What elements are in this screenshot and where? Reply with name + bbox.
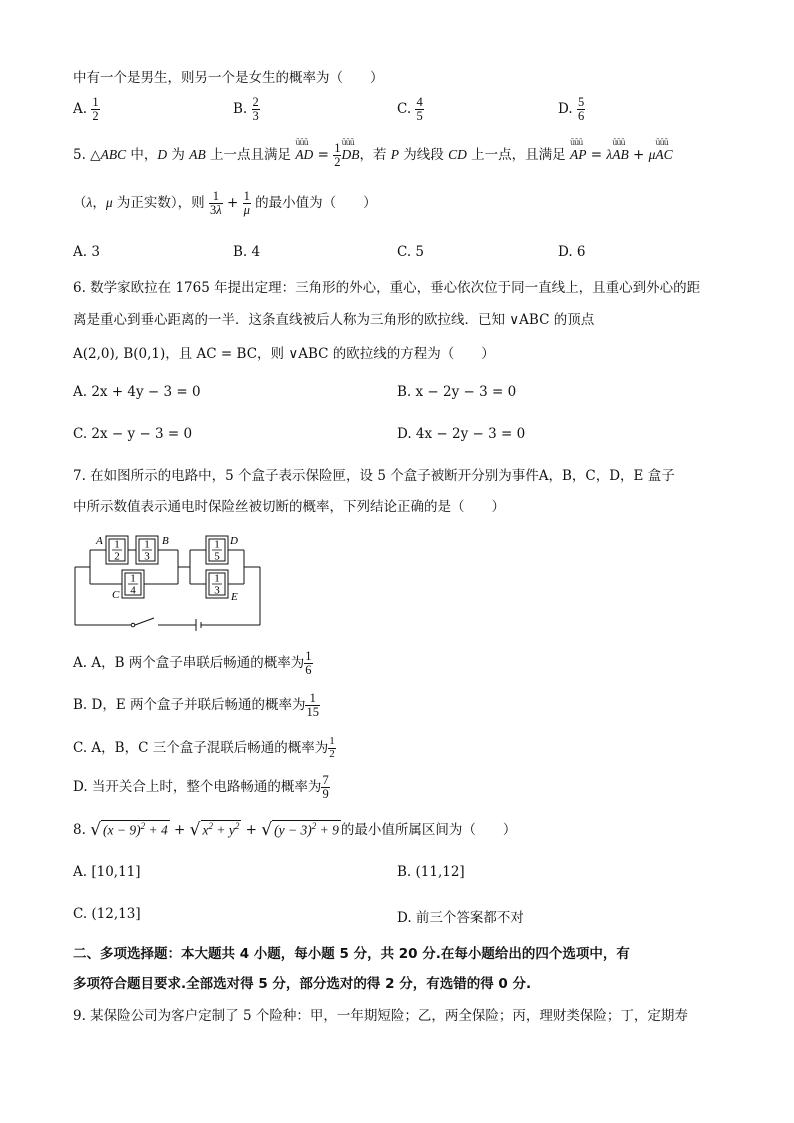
box-b-den: 3 [144, 550, 150, 563]
q4-tail: 中有一个是男生，则另一个是女生的概率为（ ） [73, 70, 384, 86]
box-c-den: 4 [130, 584, 136, 597]
q6-option-c: C. 2x − y − 3 = 0 [73, 426, 193, 442]
box-a-num: 1 [114, 538, 120, 551]
box-a-den: 2 [114, 550, 120, 563]
q4-option-b: B. $\frac{2}{3}$ [233, 95, 259, 124]
box-d-label: D [230, 535, 238, 547]
section-2-heading-line2: 多项符合题目要求.全部选对得 5 分，部分选对的得 2 分，有选错的得 0 分. [73, 976, 532, 992]
box-c-label: C [112, 589, 120, 601]
q5-option-a: A. 3 [73, 244, 100, 260]
q7-line2: 中所示数值表示通电时保险丝被切断的概率，下列结论正确的是（ ） [73, 499, 505, 515]
q7-option-d: D. 当开关合上时，整个电路畅通的概率为 $\frac{7}{9}$ [73, 773, 329, 802]
q8-option-a: A. [10,11] [73, 864, 141, 880]
q6-option-d: D. 4x − 2y − 3 = 0 [397, 426, 526, 442]
circuit-diagram [70, 528, 270, 640]
q8-option-c: C. (12,13] [73, 906, 141, 922]
q5-option-d: D. 6 [558, 244, 586, 260]
q7-line1: 7. 在如图所示的电路中，5 个盒子表示保险匣，设 5 个盒子被断开分别为事件A，B，C，D，E 盒子 [73, 468, 675, 484]
q6-option-a: A. 2x + 4y − 3 = 0 [73, 384, 201, 400]
box-a-label: A [96, 535, 103, 547]
box-e-num: 1 [214, 572, 220, 585]
box-c-num: 1 [130, 572, 136, 585]
q8-stem: 8. √ $(x - 9)^2 + 4$ + √ $x^2 + y^2$ + √ $(y - 3)^2 + 9$ 的最小值所属区间为（ ） [73, 820, 517, 840]
section-2-heading-line1: 二、多项选择题：本大题共 4 小题，每小题 5 分，共 20 分.在每小题给出的四个选项中，有 [73, 946, 630, 962]
box-b-label: B [162, 535, 169, 547]
q7-option-a: A. A，B 两个盒子串联后畅通的概率为 $\frac{1}{6}$ [73, 649, 312, 678]
box-e-den: 3 [214, 584, 220, 597]
q4-option-d: D. $\frac{5}{6}$ [558, 95, 585, 124]
box-d-num: 1 [214, 538, 220, 551]
q4-option-a: A. $\frac{1}{2}$ [73, 95, 99, 124]
q8-option-d: D. 前三个答案都不对 [397, 910, 524, 926]
q6-line1: 6. 数学家欧拉在 1765 年提出定理：三角形的外心，重心，垂心依次位于同一直线上，且重心到外心的距 [73, 280, 701, 296]
box-b-num: 1 [144, 538, 150, 551]
q7-option-c: C. A，B，C 三个盒子混联后畅通的概率为 $\frac{1}{2}$ [73, 735, 335, 760]
q4-option-c: C. $\frac{4}{5}$ [397, 95, 423, 124]
q5-line2: （λ，μ 为正实数），则 $\frac{1}{3\lambda}$ + $\frac{1}{\mu}$ 的最小值为（ ） [73, 189, 377, 218]
q6-line2: 离是重心到垂心距离的一半．这条直线被后人称为三角形的欧拉线．已知 ∨ABC 的顶点 [73, 312, 595, 328]
q5-option-b: B. 4 [233, 244, 261, 260]
q9-stem: 9. 某保险公司为客户定制了 5 个险种：甲，一年期短险；乙，两全保险；丙，理财类保险；丁，定期寿 [73, 1008, 688, 1024]
q7-option-b: B. D，E 两个盒子并联后畅通的概率为 $\frac{1}{15}$ [73, 691, 319, 720]
q6-option-b: B. x − 2y − 3 = 0 [397, 384, 517, 400]
q8-option-b: B. (11,12] [397, 864, 465, 880]
q5-option-c: C. 5 [397, 244, 425, 260]
box-d-den: 5 [214, 550, 220, 563]
q5-line1: 5. △ABC 中，D 为 AB 上一点且满足 ūūū AD = $\frac{1}{2}$ ūūū DB，若 P 为线段 CD 上一点，且满足 ūūū AP = λūūū AB + μūūū AC [73, 142, 673, 169]
q6-line3: A(2,0), B(0,1)，且 AC = BC，则 ∨ABC 的欧拉线的方程为（ ） [73, 346, 495, 362]
box-e-label: E [231, 591, 238, 603]
